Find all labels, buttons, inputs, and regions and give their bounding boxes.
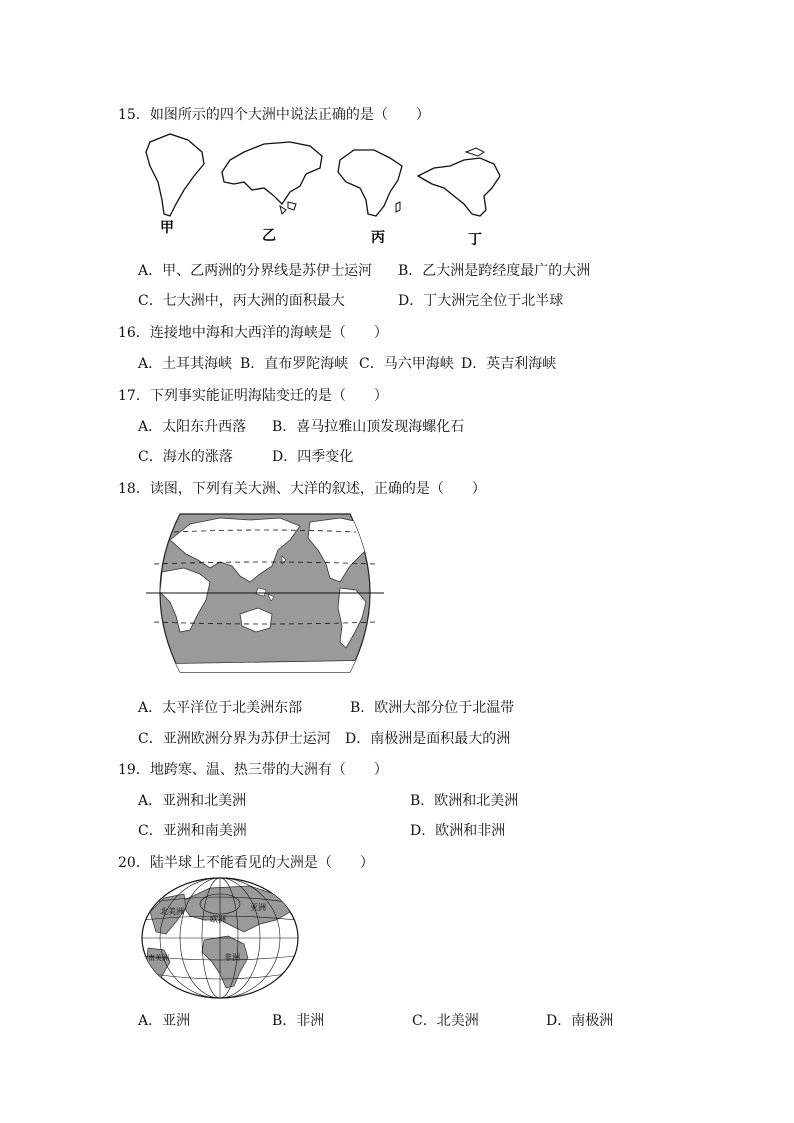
question-18-option-c[interactable]: C．亚洲欧洲分界为苏伊士运河 <box>138 731 331 747</box>
question-17-option-d[interactable]: D．四季变化 <box>272 449 354 465</box>
question-16-option-b[interactable]: B．直布罗陀海峡 <box>240 356 349 372</box>
question-17-option-a[interactable]: A．太阳东升西落 <box>138 419 247 435</box>
question-15-option-d[interactable]: D．丁大洲完全位于北半球 <box>398 293 564 309</box>
question-18-stem: 18．读图，下列有关大洲、大洋的叙述，正确的是（ ） <box>118 481 486 497</box>
question-19-option-c[interactable]: C．亚洲和南美洲 <box>138 823 247 839</box>
question-18-world-map-figure <box>140 510 390 676</box>
question-20-option-b[interactable]: B．非洲 <box>272 1013 325 1029</box>
question-15-stem: 15．如图所示的四个大洲中说法正确的是（ ） <box>118 107 430 123</box>
figure-label-bing: 丙 <box>371 230 385 246</box>
question-19-option-a[interactable]: A．亚洲和北美洲 <box>138 793 247 809</box>
question-18-option-b[interactable]: B．欧洲大部分位于北温带 <box>350 700 515 716</box>
question-17-stem: 17．下列事实能证明海陆变迁的是（ ） <box>118 388 388 404</box>
question-18-option-d[interactable]: D．南极洲是面积最大的洲 <box>345 731 511 747</box>
globe-label-africa: 非洲 <box>224 953 240 962</box>
figure-label-jia: 甲 <box>160 220 174 236</box>
question-17-option-b[interactable]: B．喜马拉雅山顶发现海螺化石 <box>272 419 465 435</box>
figure-label-yi: 乙 <box>262 228 276 244</box>
question-20-option-c[interactable]: C．北美洲 <box>412 1013 479 1029</box>
figure-label-ding: 丁 <box>468 232 482 248</box>
question-15-option-a[interactable]: A．甲、乙两洲的分界线是苏伊士运河 <box>138 263 373 279</box>
question-19-option-b[interactable]: B．欧洲和北美洲 <box>410 793 519 809</box>
globe-label-asia: 亚洲 <box>250 903 266 912</box>
question-16-option-a[interactable]: A．土耳其海峡 <box>138 356 233 372</box>
question-15-option-b[interactable]: B．乙大洲是跨经度最广的大洲 <box>398 263 591 279</box>
question-17-option-c[interactable]: C．海水的涨落 <box>138 449 233 465</box>
question-20-stem: 20．陆半球上不能看见的大洲是（ ） <box>118 855 374 871</box>
globe-label-south-america: 南美洲 <box>148 954 169 962</box>
question-15-continents-figure <box>140 130 512 250</box>
globe-label-europe: 欧洲 <box>210 915 226 924</box>
question-19-option-d[interactable]: D．欧洲和非洲 <box>410 823 506 839</box>
question-16-stem: 16．连接地中海和大西洋的海峡是（ ） <box>118 325 388 341</box>
continent-bing-outline <box>338 150 402 216</box>
globe-label-north-america: 北美洲 <box>160 907 184 916</box>
question-16-option-d[interactable]: D．英吉利海峡 <box>461 356 557 372</box>
continent-ding-outline <box>418 158 500 216</box>
question-20-option-a[interactable]: A．亚洲 <box>138 1013 191 1029</box>
question-16-option-c[interactable]: C．马六甲海峡 <box>359 356 454 372</box>
question-19-stem: 19．地跨寒、温、热三带的大洲有（ ） <box>118 762 388 778</box>
question-20-option-d[interactable]: D．南极洲 <box>546 1013 614 1029</box>
question-20-land-hemisphere-figure <box>140 876 300 1000</box>
continent-jia-outline <box>146 134 204 216</box>
question-15-option-c[interactable]: C．七大洲中，丙大洲的面积最大 <box>138 293 345 309</box>
continent-yi-outline <box>222 142 322 204</box>
question-18-option-a[interactable]: A．太平洋位于北美洲东部 <box>138 700 303 716</box>
